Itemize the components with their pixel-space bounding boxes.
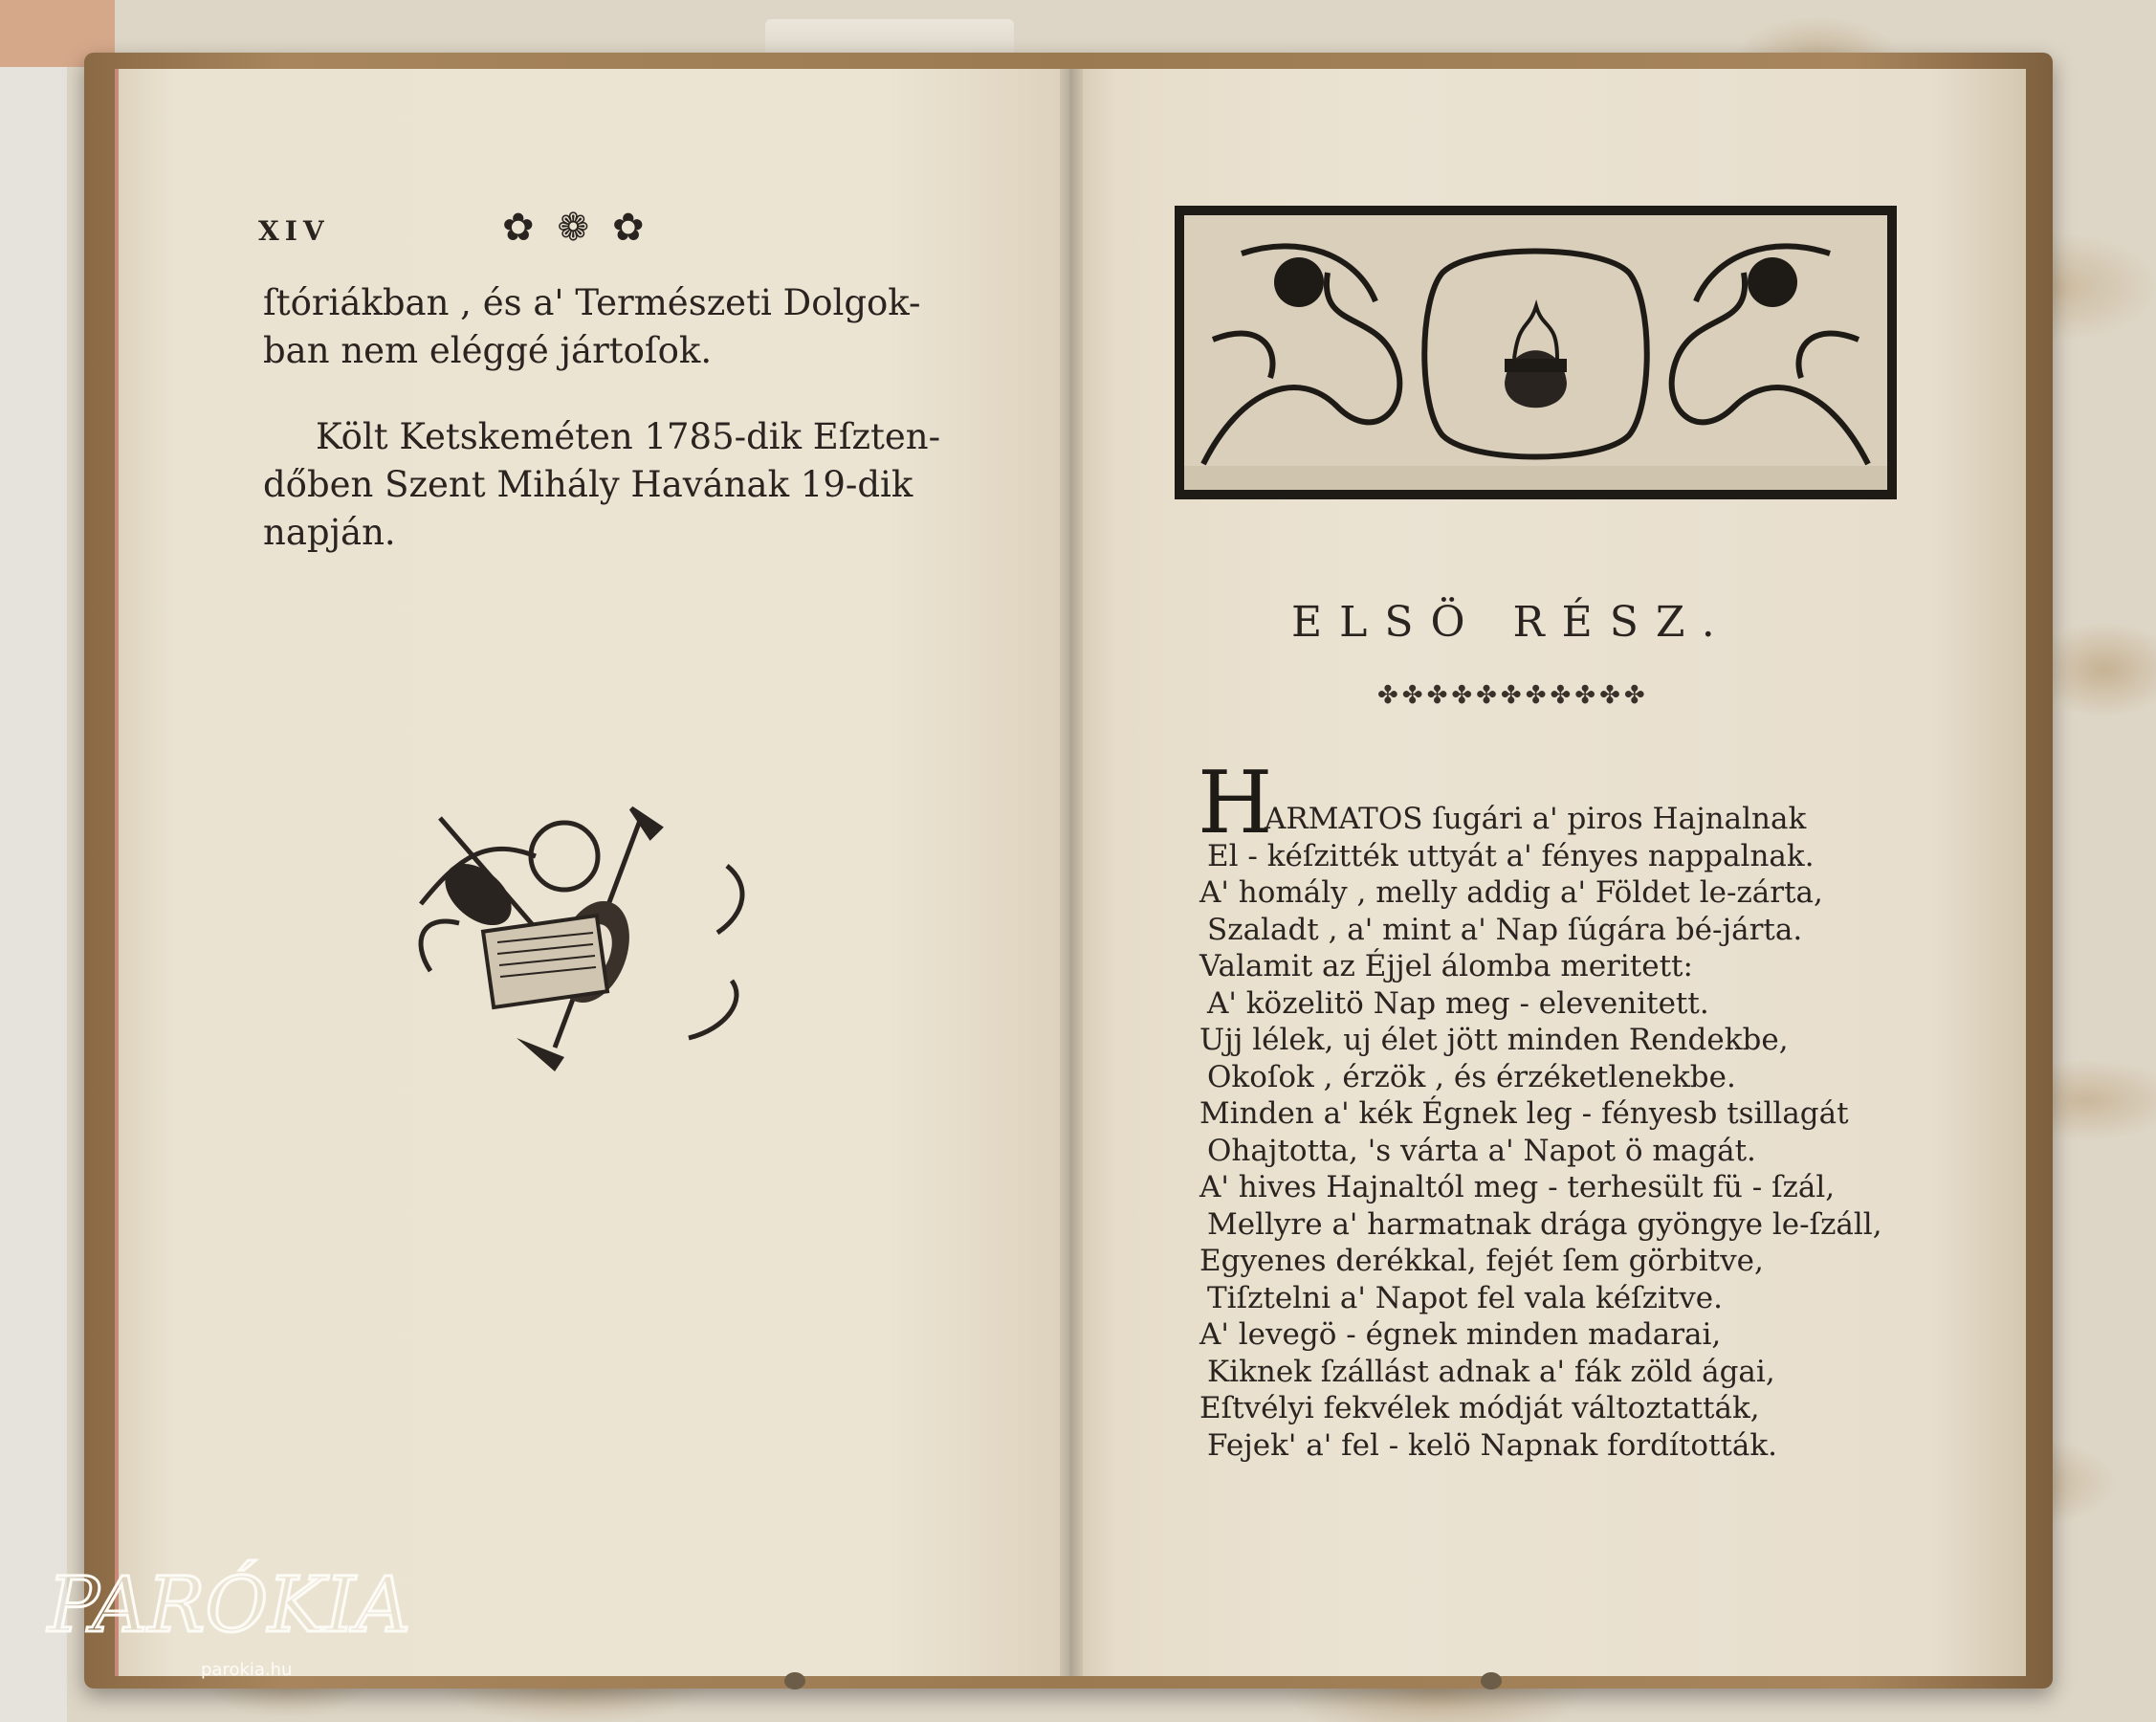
ornamental-divider: ✤✤✤✤✤✤✤✤✤✤✤ (1377, 681, 1649, 710)
background-wall (0, 0, 67, 1722)
verse-line: Mellyre a' harmatnak drága gyöngye le-ſzáll, (1207, 1206, 1882, 1242)
section-title: ELSÖ RÉSZ. (1291, 598, 1732, 647)
text-line: napján. (263, 512, 396, 553)
text-line: ban nem eléggé jártoſok. (263, 330, 713, 371)
foliage-headpiece-icon (1184, 215, 1887, 490)
verse-line: A' levegö - égnek minden madarai, (1199, 1317, 1722, 1352)
musical-instruments-vignette-icon (402, 799, 756, 1076)
verse-line: Szaladt , a' mint a' Nap ſúgára bé-járta. (1207, 912, 1803, 947)
page-clip (784, 1672, 805, 1689)
svg-text:PARÓKIA: PARÓKIA (48, 1560, 411, 1649)
verse-line: Minden a' kék Égnek leg - fényesb tsillagát (1199, 1096, 1849, 1131)
text-line: ſtóriákban , és a' Természeti Dolgok- (263, 282, 921, 323)
flower-ornament-icon: ✿ (502, 206, 535, 250)
parokia-logo-icon (38, 1550, 411, 1655)
watermark-url: parokia.hu (201, 1660, 293, 1680)
verse-line: Kiknek ſzállást adnak a' fák zöld ágai, (1207, 1354, 1775, 1389)
verse-line: Egyenes derékkal, fejét ſem görbitve, (1199, 1244, 1764, 1278)
page-clip (1481, 1672, 1502, 1689)
rosette-ornament-icon: ❁ (557, 206, 590, 250)
verse-line: Eſtvélyi fekvélek módját változtatták, (1199, 1391, 1760, 1425)
text-line: dőben Szent Mihály Havának 19-dik (263, 464, 913, 505)
verse-line: Tiſztelni a' Napot fel vala kéſzitve. (1207, 1280, 1723, 1315)
verse-line: Ujj lélek, uj élet jött minden Rendekbe, (1199, 1023, 1789, 1057)
verse-line: ARMATOS ſugári a' piros Hajnalnak (1265, 802, 1807, 836)
drop-cap-initial: H (1198, 753, 1273, 853)
text-line: Költ Ketskeméten 1785-dik Eſzten- (316, 416, 941, 457)
decorative-headpiece (1175, 206, 1897, 499)
verse-line: A' közelitö Nap meg - elevenitett. (1207, 985, 1709, 1021)
page-number: XIV (258, 215, 330, 247)
header-ornaments (502, 206, 645, 250)
book-gutter (1060, 69, 1083, 1676)
verse-line: Valamit az Éjjel álomba meritett: (1199, 949, 1693, 983)
verse-line: A' homály , melly addig a' Földet le-zárta, (1199, 875, 1823, 910)
verse-line: Fejek' a' fel - kelö Napnak fordították. (1207, 1427, 1778, 1463)
verse-line: El - kéſzitték uttyát a' fényes nappalnak. (1207, 838, 1815, 873)
verse-line: Okoſok , érzök , és érzéketlenekbe. (1207, 1059, 1736, 1094)
flower-ornament-icon: ✿ (612, 206, 645, 250)
verse-line: Ohajtotta, 's várta a' Napot ö magát. (1207, 1133, 1756, 1168)
verse-line: A' hives Hajnaltól meg - terhesült fü - ſzál, (1199, 1170, 1836, 1204)
